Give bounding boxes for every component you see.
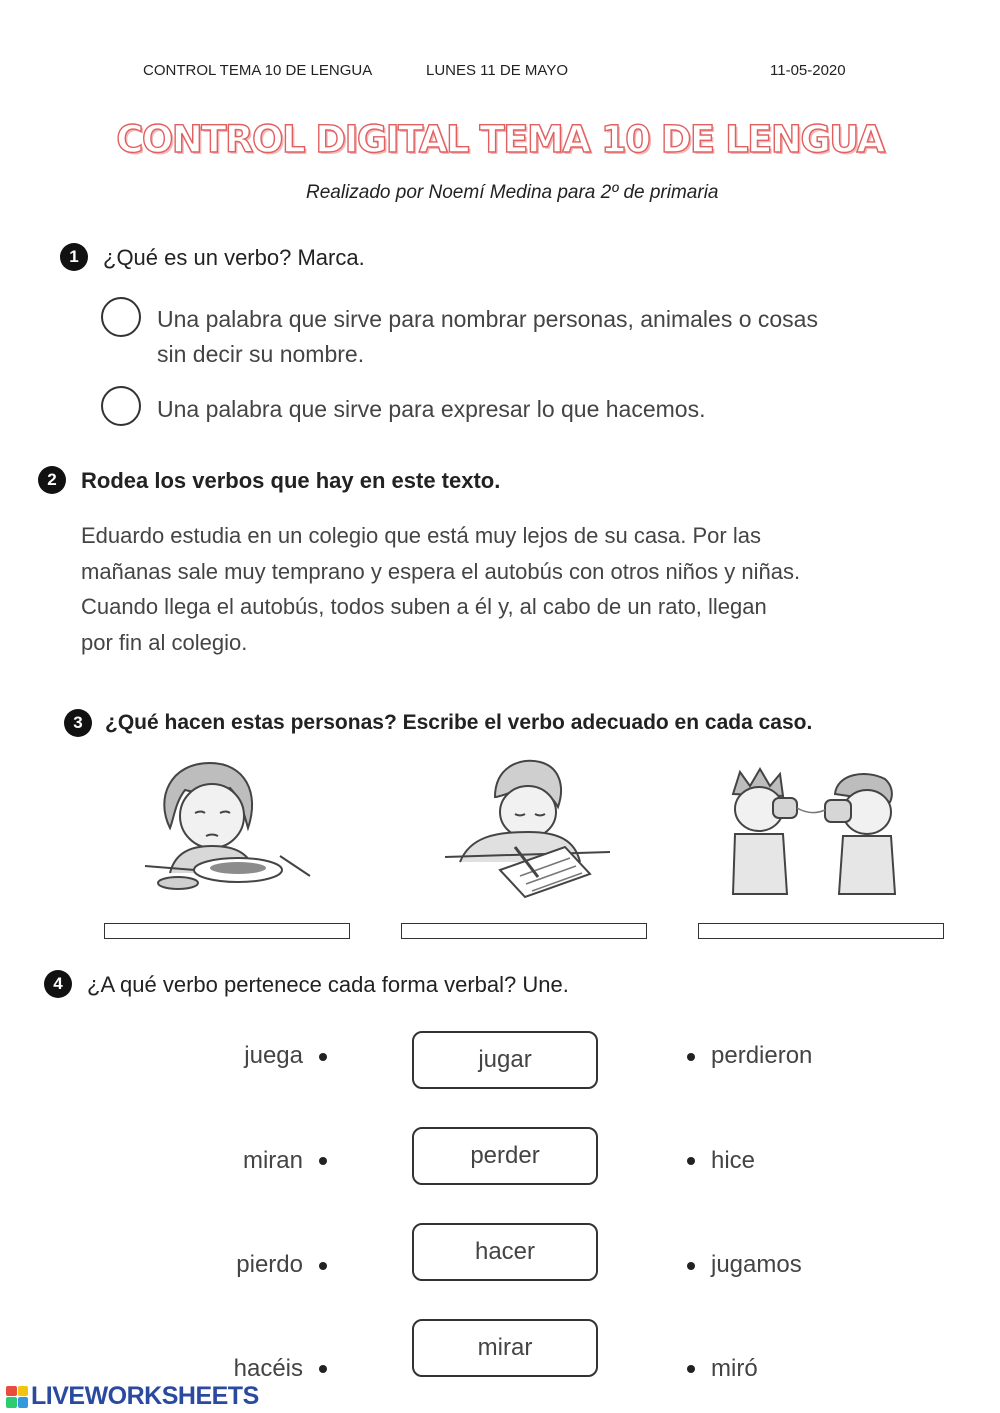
q3-question: ¿Qué hacen estas personas? Escribe el verbo adecuado en cada caso. bbox=[105, 711, 813, 734]
q4-number: 4 bbox=[44, 970, 72, 998]
q4-right-dot-1[interactable] bbox=[687, 1053, 695, 1061]
q2-paragraph-line: por fin al colegio. bbox=[81, 629, 248, 655]
q4-right-dot-3[interactable] bbox=[687, 1262, 695, 1270]
q4-verb-box-2[interactable]: perder bbox=[412, 1127, 598, 1185]
q4-left-dot-4[interactable] bbox=[319, 1365, 327, 1373]
q4-question: ¿A qué verbo pertenece cada forma verbal? Une. bbox=[87, 972, 569, 997]
logo-tile bbox=[18, 1397, 29, 1408]
q4-right-word-1: perdieron bbox=[711, 1042, 813, 1069]
kids-tin-can-phone-illustration bbox=[725, 764, 905, 899]
q4-left-dot-3[interactable] bbox=[319, 1262, 327, 1270]
q4-left-word-3: pierdo bbox=[236, 1251, 303, 1278]
q4-right-word-3: jugamos bbox=[711, 1251, 802, 1278]
q4-left-dot-2[interactable] bbox=[319, 1157, 327, 1165]
page-title: CONTROL DIGITAL TEMA 10 DE LENGUA bbox=[116, 118, 884, 161]
q4-right-dot-2[interactable] bbox=[687, 1157, 695, 1165]
q1-option-1-radio[interactable] bbox=[101, 297, 141, 337]
q2-paragraph-line: Cuando llega el autobús, todos suben a él y, al cabo de un rato, llegan bbox=[81, 594, 767, 619]
q2-number: 2 bbox=[38, 466, 66, 494]
q4-left-word-4: hacéis bbox=[233, 1355, 303, 1382]
logo-tile bbox=[6, 1397, 17, 1408]
q4-verb-box-3[interactable]: hacer bbox=[412, 1223, 598, 1281]
logo-tile bbox=[18, 1386, 29, 1397]
q2-question: Rodea los verbos que hay en este texto. bbox=[81, 468, 501, 493]
liveworksheets-brand bbox=[6, 1382, 259, 1411]
q3-answer-2-input[interactable] bbox=[401, 923, 647, 939]
q1-option-1-text bbox=[157, 302, 818, 372]
header-date: 11-05-2020 bbox=[770, 62, 846, 79]
liveworksheets-logo-icon bbox=[6, 1386, 28, 1408]
q1-option-2-text: Una palabra que sirve para expresar lo que hacemos. bbox=[157, 396, 706, 422]
q4-right-word-2: hice bbox=[711, 1147, 756, 1174]
header-center: LUNES 11 DE MAYO bbox=[426, 62, 568, 79]
q4-verb-box-4[interactable]: mirar bbox=[412, 1319, 598, 1377]
girl-eating-illustration bbox=[140, 758, 320, 898]
q4-left-word-2: miran bbox=[242, 1147, 303, 1174]
q3-answer-1-input[interactable] bbox=[104, 923, 350, 939]
q4-left-word-1: juega bbox=[244, 1042, 303, 1069]
q2-paragraph-line: Eduardo estudia en un colegio que está muy lejos de su casa. Por las bbox=[81, 523, 761, 548]
q3-answer-3-input[interactable] bbox=[698, 923, 944, 939]
liveworksheets-wordmark: LIVEWORKSHEETS bbox=[31, 1382, 259, 1410]
q1-question: ¿Qué es un verbo? Marca. bbox=[103, 245, 365, 270]
q3-number: 3 bbox=[64, 709, 92, 737]
q1-number: 1 bbox=[60, 243, 88, 271]
q4-right-dot-4[interactable] bbox=[687, 1365, 695, 1373]
page-subtitle: Realizado por Noemí Medina para 2º de primaria bbox=[306, 182, 719, 203]
boy-writing-illustration bbox=[440, 752, 615, 902]
q1-option-2-radio[interactable] bbox=[101, 386, 141, 426]
q1-option-1-line-1: Una palabra que sirve para nombrar personas, animales o cosas bbox=[157, 306, 818, 332]
q2-paragraph[interactable] bbox=[81, 518, 921, 660]
q1-option-1-line-2: sin decir su nombre. bbox=[157, 341, 365, 367]
q4-verb-box-1[interactable]: jugar bbox=[412, 1031, 598, 1089]
q4-right-word-4: miró bbox=[711, 1355, 758, 1382]
logo-tile bbox=[6, 1386, 17, 1397]
header-left: CONTROL TEMA 10 DE LENGUA bbox=[143, 62, 373, 79]
q4-left-dot-1[interactable] bbox=[319, 1053, 327, 1061]
q2-paragraph-line: mañanas sale muy temprano y espera el autobús con otros niños y niñas. bbox=[81, 558, 801, 584]
